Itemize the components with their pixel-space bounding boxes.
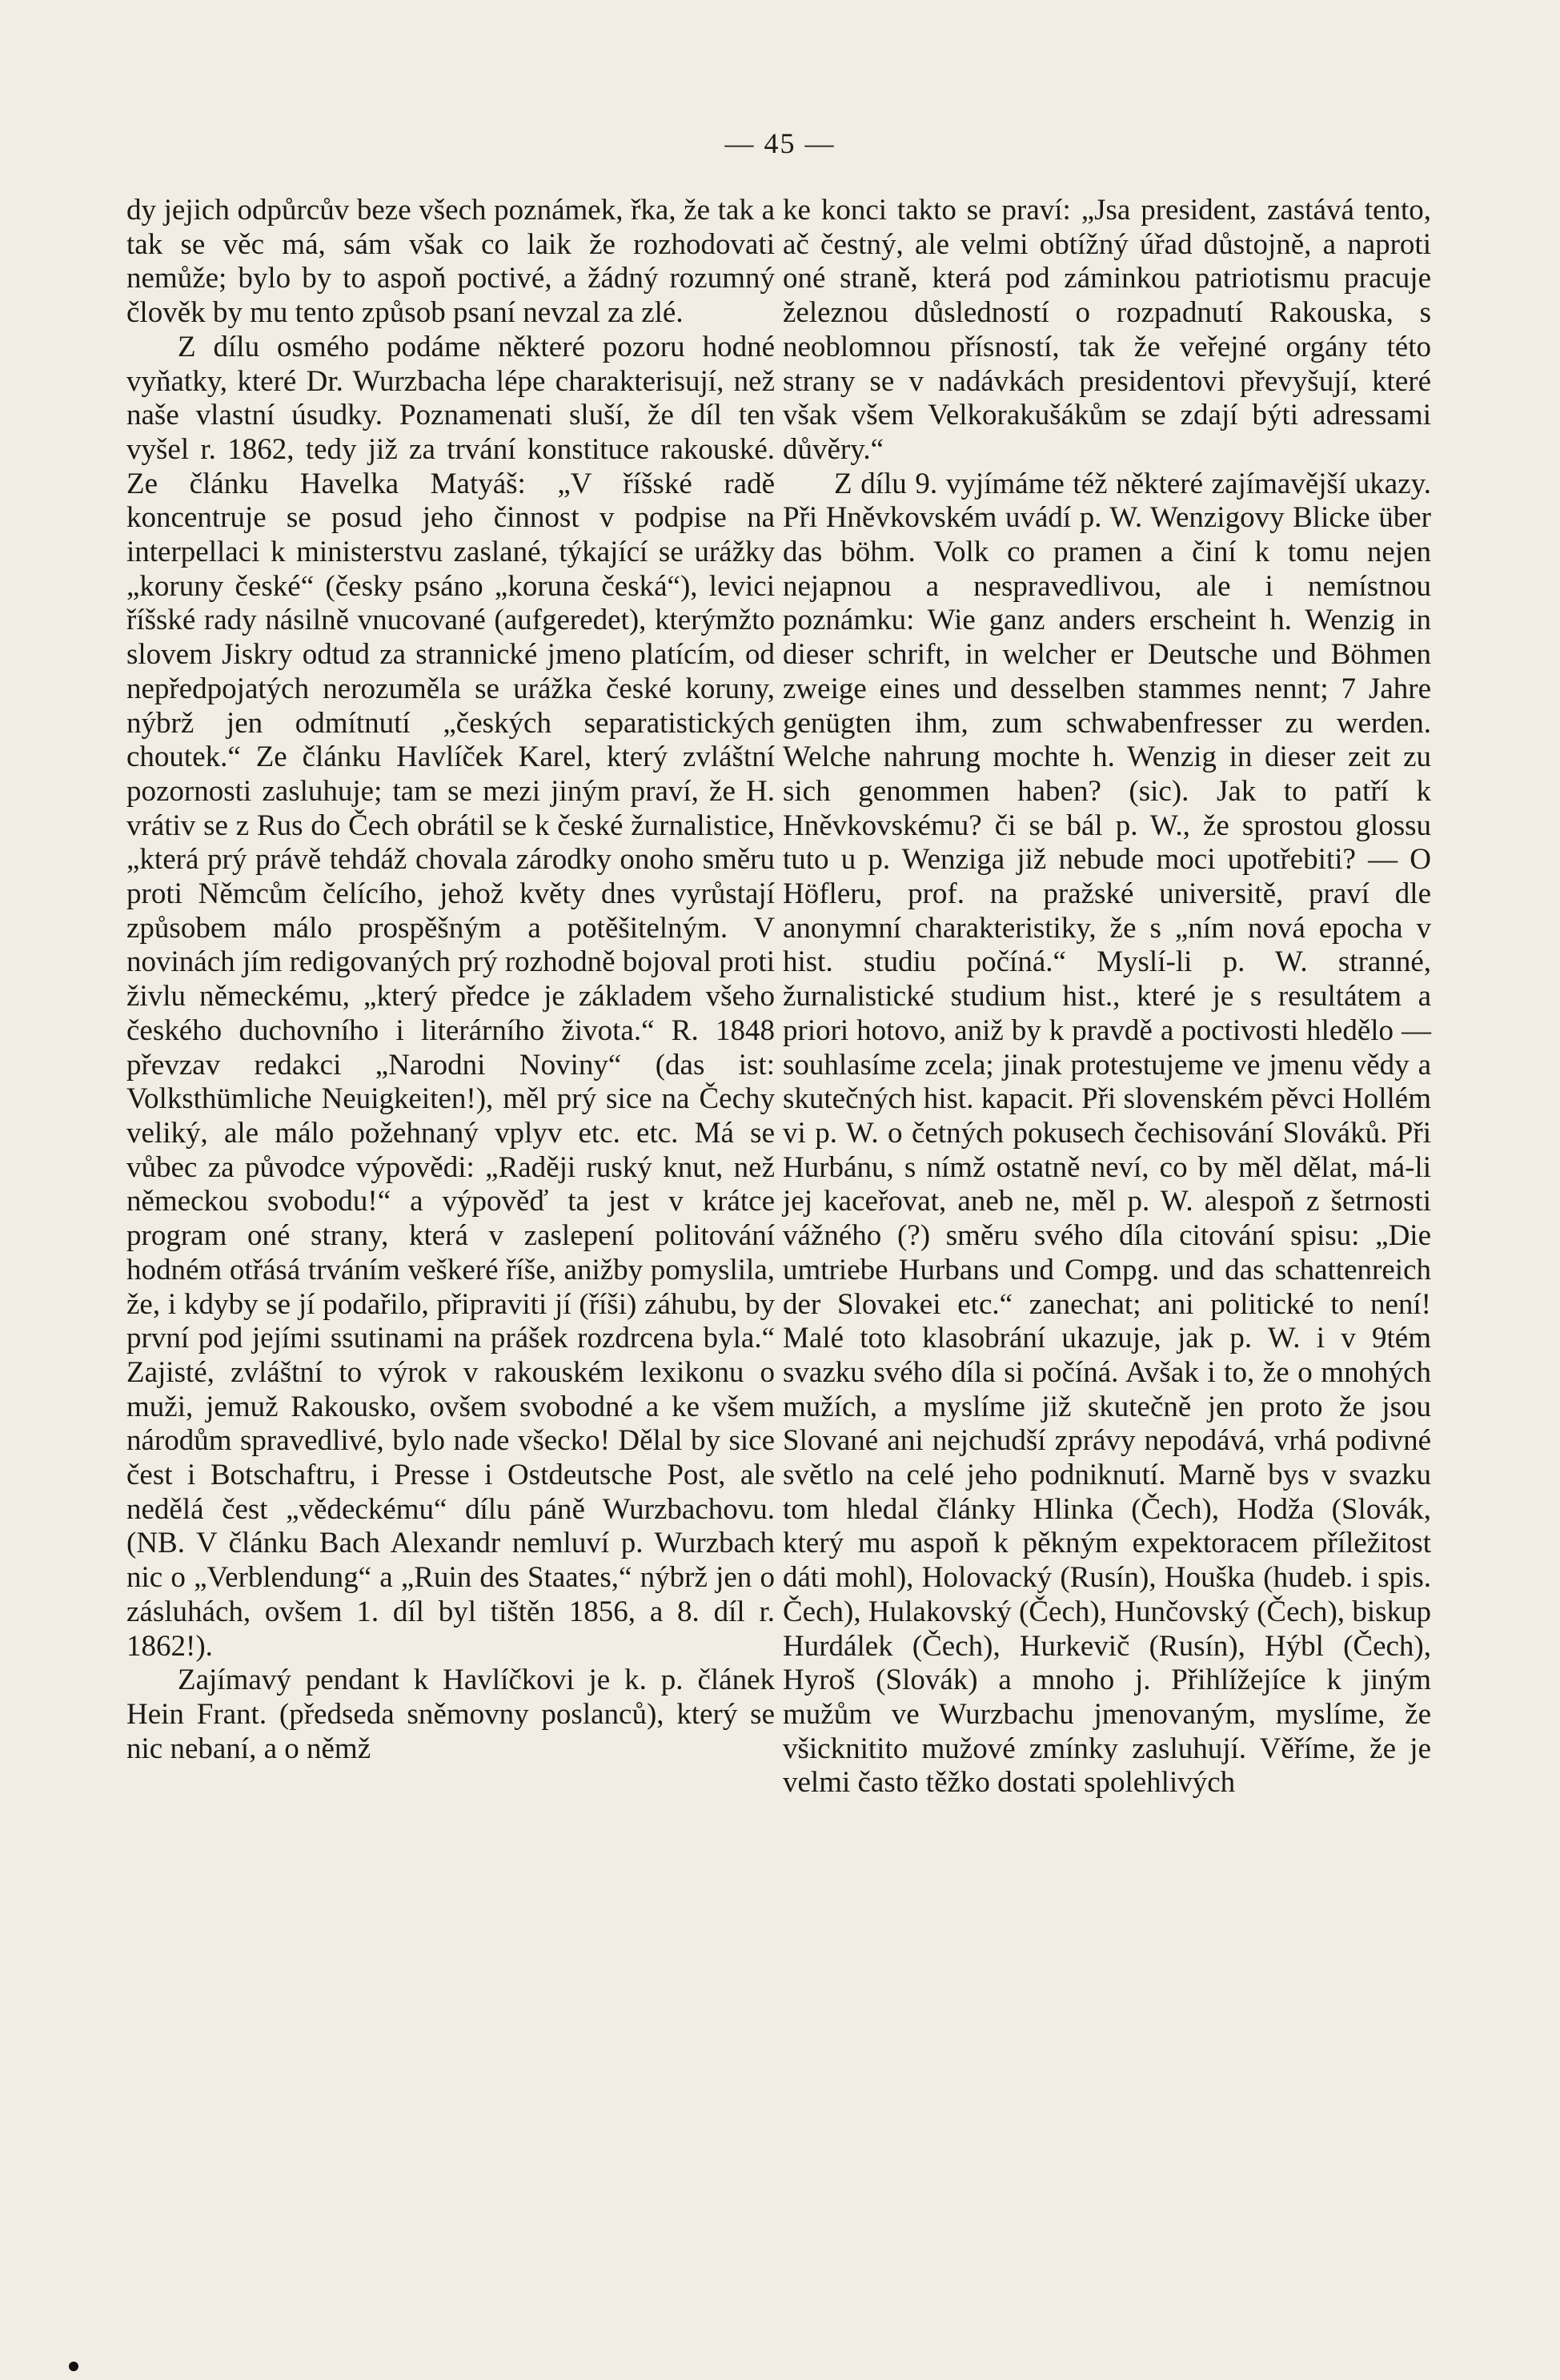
right-paragraph-1: ke konci takto se praví: „Jsa president, zastává tento, ač čestný, ale velmi obtížný úřad důstojně, a naproti oné straně, která pod záminkou patriotismu pracuje železnou důsledností o rozpadnutí Rakouska, s neoblomnou přísností, tak že veřejné orgány této strany se v nadávkách presidentovi převyšují, které však všem Velkorakušákům se zdají býti adressami důvěry.“ [783, 194, 1431, 466]
left-paragraph-2: Z dílu osmého podáme některé pozoru hodné vyňatky, které Dr. Wurzbacha lépe charakterisují, než naše vlastní úsudky. Poznamenati sluší, že díl ten vyšel r. 1862, tedy již za trvání konstituce rakouské. Ze článku Havelka Matyáš: „V říšské radě koncentruje se posud jeho činnost v podpise na interpellaci k ministerstvu zaslané, týkající se urážky „koruny české“ (česky psáno „koruna česká“), levici říšské rady násilně vnucované (aufgeredet), kterýmžto slovem Jiskry odtud za strannické jmeno platícím, od nepředpojatých nerozuměla se urážka české koruny, nýbrž jen odmítnutí „českých separatistických choutek.“ Ze článku Havlíček Karel, který zvláštní pozornosti zasluhuje; tam se mezi jiným praví, že H. vrátiv se z Rus do Čech obrátil se k české žurnalistice, „která prý právě tehdáž chovala zárodky onoho směru proti Němcům čelícího, jehož květy dnes vyrůstají způsobem málo prospěšným a potěšitelným. V novinách jím redigovaných prý rozhodně bojoval proti živlu německému, „který předce je základem všeho českého duchovního i literárního života.“ R. 1848 převzav redakci „Narodni Noviny“ (das ist: Volksthümliche Neuigkeiten!), měl prý sice na Čechy veliký, ale málo požehnaný vplyv etc. etc. Má se vůbec za původce výpovědi: „Raději ruský knut, než německou svobodu!“ a výpověď ta jest v krátce program oné strany, která v zaslepení politování hodném otřásá trváním veškeré říše, anižby pomyslila, že, i kdyby se jí podařilo, připraviti jí (říši) záhubu, by první pod jejími ssutinami na prášek rozdrcena byla.“ Zajisté, zvláštní to výrok v rakouském lexikonu o muži, jemuž Rakousko, ovšem svobodné a ke všem národům spravedlivé, bylo nade všecko! Dělal by sice čest i Botschaftru, i Presse i Ostdeutsche Post, ale nedělá čest „vědeckému“ dílu páně Wurzbachovu. (NB. V článku Bach Alexandr nemluví p. Wurzbach nic o „Verblendung“ a „Ruin des Staates,“ nýbrž jen o zásluhách, ovšem 1. díl byl tištěn 1856, a 8. díl r. 1862!). [126, 330, 775, 1663]
left-paragraph-3: Zajímavý pendant k Havlíčkovi je k. p. článek Hein Frant. (předseda sněmovny poslanců), který se nic nebaní, a o němž [126, 1664, 775, 1765]
right-column [783, 194, 1431, 1800]
page-number: — 45 — [724, 127, 836, 159]
margin-mark [69, 2362, 78, 2371]
left-column [126, 194, 775, 1766]
left-paragraph-1: dy jejich odpůrcův beze všech poznámek, řka, že tak a tak se věc má, sám však co laik že rozhodovati nemůže; bylo by to aspoň poctivé, a žádný rozumný člověk by mu tento způsob psaní nevzal za zlé. [126, 194, 775, 330]
right-paragraph-2: Z dílu 9. vyjímáme též některé zajímavější ukazy. Při Hněvkovském uvádí p. W. Wenzigovy Blicke über das böhm. Volk co pramen a činí k tomu nejen nejapnou a nespravedlivou, ale i nemístnou poznámku: Wie ganz anders erscheint h. Wenzig in dieser schrift, in welcher er Deutsche und Böhmen zweige eines und desselben stammes nennt; 7 Jahre genügten ihm, zum schwabenfresser zu werden. Welche nahrung mochte h. Wenzig in dieser zeit zu sich genommen haben? (sic). Jak to patří k Hněvkovskému? či se bál p. W., že sprostou glossu tuto u p. Wenziga již nebude moci upotřebiti? — O Höfleru, prof. na pražské universitě, praví dle anonymní charakteristiky, že s „ním nová epocha v hist. studiu počíná.“ Myslí-li p. W. stranné, žurnalistické studium hist., které je s resultátem a priori hotovo, aniž by k pravdě a poctivosti hledělo — souhlasíme zcela; jinak protestujeme ve jmenu vědy a skutečných hist. kapacit. Při slovenském pěvci Hollém vi p. W. o četných pokusech čechisování Slováků. Při Hurbánu, s nímž ostatně neví, co by měl dělat, má-li jej kaceřovat, aneb ne, měl p. W. alespoň z šetrnosti vážného (?) směru svého díla citování spisu: „Die umtriebe Hurbans und Compg. und das schattenreich der Slovakei etc.“ zanechat; ani politické to není! Malé toto klasobrání ukazuje, jak p. W. i v 9tém svazku svého díla si počíná. Avšak i to, že o mnohých mužích, a myslíme již skutečně jen proto že jsou Slované ani nejchudší zprávy nepodává, vrhá podivné světlo na celé jeho podniknutí. Marně bys v svazku tom hledal články Hlinka (Čech), Hodža (Slovák, který mu aspoň k pěkným expektoracem příležitost dáti mohl), Holovacký (Rusín), Houška (hudeb. i spis. Čech), Hulakovský (Čech), Hunčovský (Čech), biskup Hurdálek (Čech), Hurkevič (Rusín), Hýbl (Čech), Hyroš (Slovák) a mnoho j. Přihlížejíce k jiným mužům ve Wurzbachu jmenovaným, myslíme, že všicknitito mužové zmínky zasluhují. Věříme, že je velmi často těžko dostati spolehlivých [783, 467, 1431, 1800]
